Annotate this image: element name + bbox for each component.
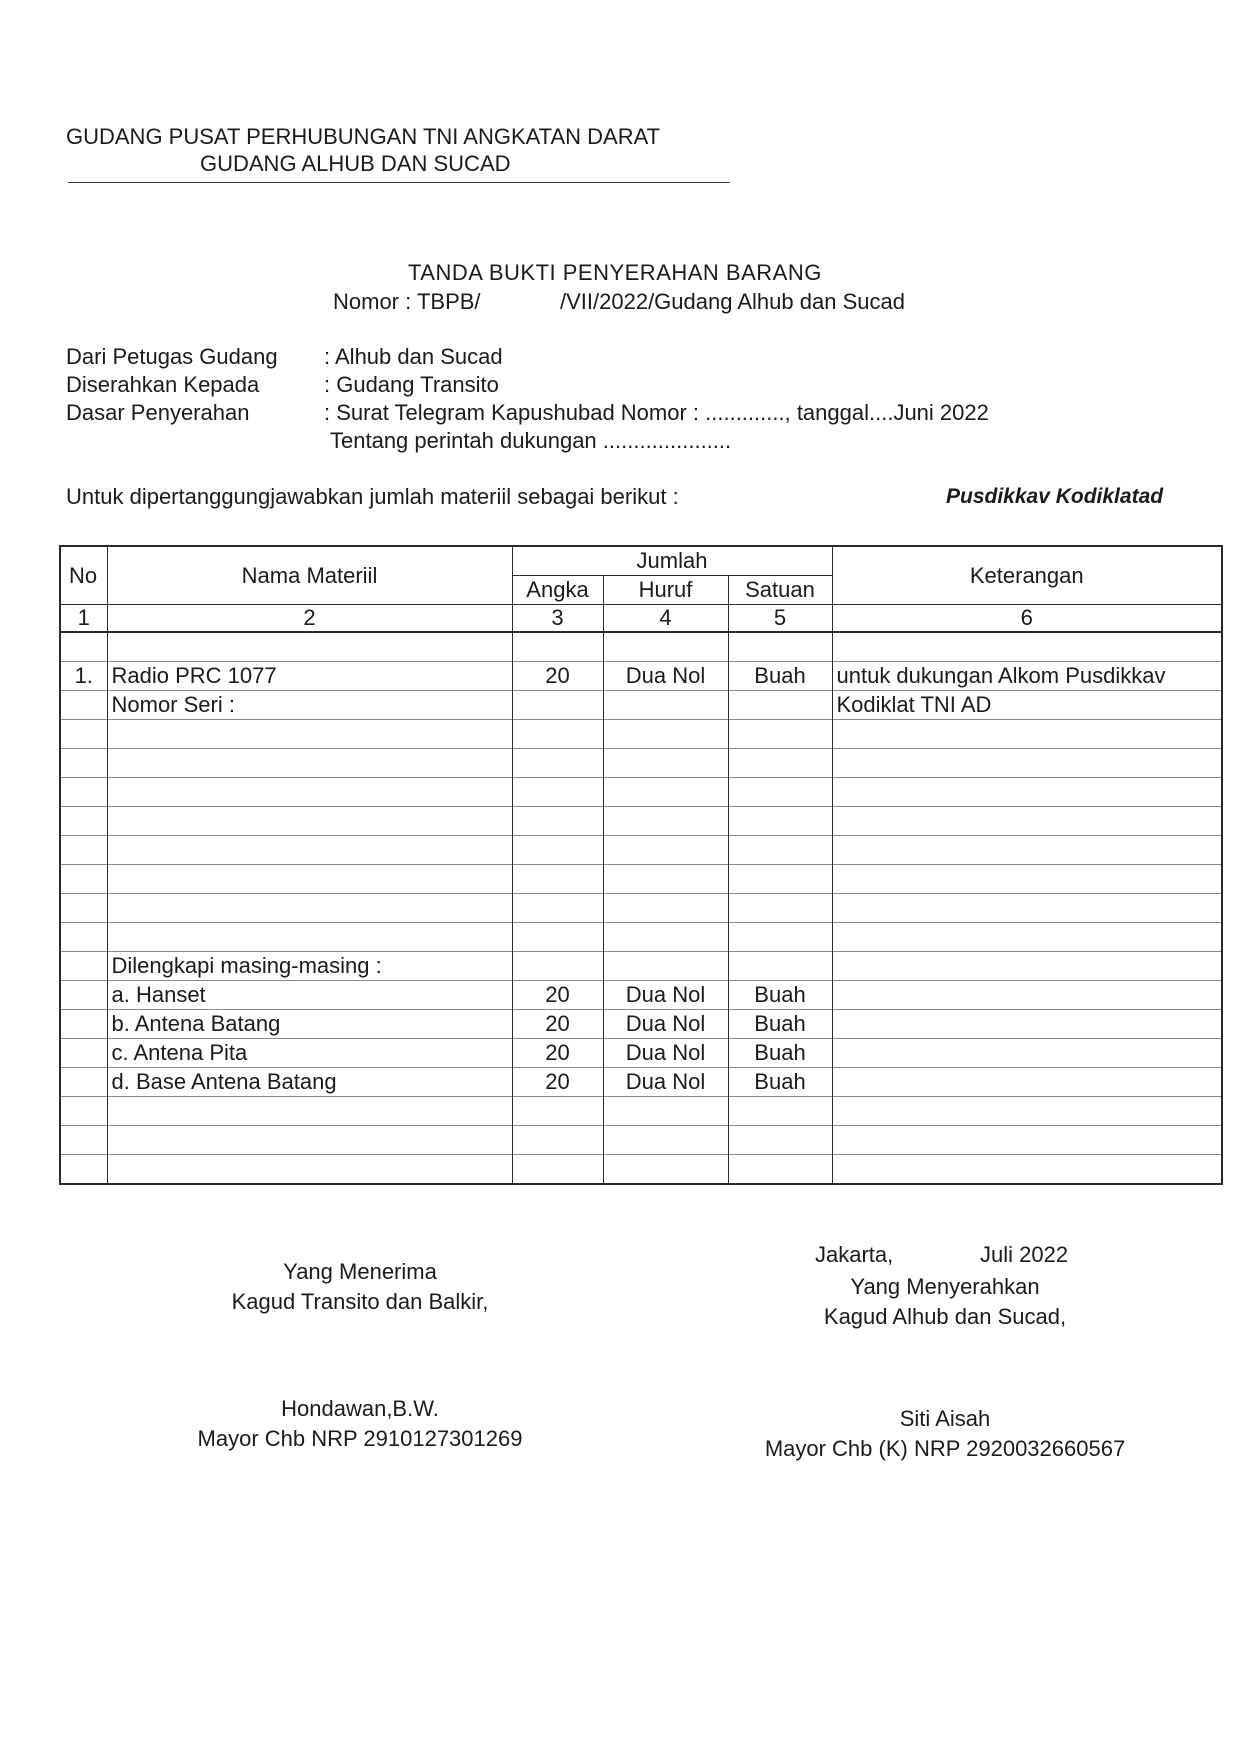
row-item-name <box>107 632 512 662</box>
materials-table <box>59 545 1223 1185</box>
row-item-name: Nomor Seri : <box>107 691 512 720</box>
table-row <box>60 778 1222 807</box>
table-row <box>60 981 1222 1010</box>
basis-label: Dasar Penyerahan <box>66 400 250 425</box>
row-unit <box>728 691 832 720</box>
row-quantity-number: 20 <box>512 1010 603 1039</box>
row-no <box>60 836 107 865</box>
unit-name: GUDANG ALHUB DAN SUCAD <box>200 151 511 176</box>
header-divider <box>68 182 730 183</box>
row-remarks <box>832 894 1222 923</box>
col-number: 3 <box>512 605 603 633</box>
row-quantity-number: 20 <box>512 981 603 1010</box>
header-number: Angka <box>512 576 603 605</box>
row-unit: Buah <box>728 1039 832 1068</box>
row-item-name: Radio PRC 1077 <box>107 662 512 691</box>
row-quantity-words <box>603 1155 728 1185</box>
table-row <box>60 662 1222 691</box>
from-label: Dari Petugas Gudang <box>66 344 278 369</box>
row-remarks <box>832 1039 1222 1068</box>
row-unit <box>728 865 832 894</box>
document-number-suffix: /VII/2022/Gudang Alhub dan Sucad <box>560 289 905 314</box>
row-quantity-words <box>603 923 728 952</box>
row-unit <box>728 632 832 662</box>
header-words: Huruf <box>603 576 728 605</box>
row-no <box>60 923 107 952</box>
row-item-name <box>107 1126 512 1155</box>
row-quantity-words: Dua Nol <box>603 662 728 691</box>
deliverer-rank-nrp: Mayor Chb (K) NRP 2920032660567 <box>764 1436 1126 1461</box>
row-no <box>60 1039 107 1068</box>
table-row <box>60 923 1222 952</box>
row-unit: Buah <box>728 662 832 691</box>
header-no: No <box>60 546 107 605</box>
row-remarks <box>832 865 1222 894</box>
table-row <box>60 865 1222 894</box>
row-unit <box>728 807 832 836</box>
row-item-name <box>107 778 512 807</box>
handed-to-value: : Gudang Transito <box>324 372 499 397</box>
table-row <box>60 1010 1222 1039</box>
row-quantity-words <box>603 865 728 894</box>
row-no <box>60 1097 107 1126</box>
row-remarks <box>832 749 1222 778</box>
row-remarks <box>832 1068 1222 1097</box>
recipient-unit: Pusdikkav Kodiklatad <box>946 485 1164 508</box>
row-quantity-words: Dua Nol <box>603 1039 728 1068</box>
row-unit <box>728 836 832 865</box>
row-unit <box>728 952 832 981</box>
row-no <box>60 1068 107 1097</box>
table-row <box>60 1097 1222 1126</box>
basis-value-subject: Tentang perintah dukungan ..................... <box>330 428 732 453</box>
table-row <box>60 1039 1222 1068</box>
col-number: 1 <box>60 605 107 633</box>
receiver-position: Kagud Transito dan Balkir, <box>231 1289 489 1314</box>
place: Jakarta, <box>815 1242 894 1267</box>
row-item-name: Dilengkapi masing-masing : <box>107 952 512 981</box>
row-item-name: d. Base Antena Batang <box>107 1068 512 1097</box>
row-quantity-words <box>603 807 728 836</box>
row-remarks <box>832 632 1222 662</box>
row-quantity-words <box>603 1097 728 1126</box>
receiver-title: Yang Menerima <box>283 1259 437 1284</box>
row-item-name <box>107 1155 512 1185</box>
row-unit <box>728 720 832 749</box>
row-unit <box>728 1126 832 1155</box>
row-remarks <box>832 1010 1222 1039</box>
row-quantity-words: Dua Nol <box>603 981 728 1010</box>
row-remarks <box>832 952 1222 981</box>
from-value: : Alhub dan Sucad <box>324 344 503 369</box>
row-no <box>60 632 107 662</box>
row-quantity-number: 20 <box>512 662 603 691</box>
row-item-name: b. Antena Batang <box>107 1010 512 1039</box>
row-quantity-number <box>512 865 603 894</box>
row-quantity-words <box>603 720 728 749</box>
row-quantity-words: Dua Nol <box>603 1010 728 1039</box>
table-row <box>60 952 1222 981</box>
receiver-name: Hondawan,B.W. <box>281 1396 439 1421</box>
table-row <box>60 807 1222 836</box>
table-row <box>60 749 1222 778</box>
row-quantity-words <box>603 749 728 778</box>
row-item-name <box>107 807 512 836</box>
row-unit <box>728 894 832 923</box>
row-quantity-number <box>512 778 603 807</box>
row-remarks <box>832 1126 1222 1155</box>
row-remarks <box>832 836 1222 865</box>
row-remarks: untuk dukungan Alkom Pusdikkav <box>832 662 1222 691</box>
row-no <box>60 807 107 836</box>
row-unit <box>728 923 832 952</box>
row-remarks <box>832 1097 1222 1126</box>
institution-name: GUDANG PUSAT PERHUBUNGAN TNI ANGKATAN DARAT <box>66 124 661 149</box>
table-row <box>60 836 1222 865</box>
row-unit <box>728 749 832 778</box>
row-quantity-number: 20 <box>512 1039 603 1068</box>
row-remarks <box>832 981 1222 1010</box>
row-no: 1. <box>60 662 107 691</box>
table-row <box>60 1126 1222 1155</box>
row-quantity-number <box>512 923 603 952</box>
row-no <box>60 691 107 720</box>
deliverer-name: Siti Aisah <box>899 1406 991 1431</box>
deliverer-title: Yang Menyerahkan <box>850 1274 1040 1299</box>
col-number: 6 <box>832 605 1222 633</box>
intro-text: Untuk dipertanggungjawabkan jumlah materiil sebagai berikut : <box>66 484 679 509</box>
basis-value: : Surat Telegram Kapushubad Nomor : ............., tanggal....Juni 2022 <box>324 400 989 425</box>
handed-to-label: Diserahkan Kepada <box>66 372 260 397</box>
row-no <box>60 1010 107 1039</box>
table-row <box>60 632 1222 662</box>
row-quantity-number <box>512 1126 603 1155</box>
row-unit: Buah <box>728 981 832 1010</box>
row-remarks <box>832 778 1222 807</box>
row-quantity-number <box>512 720 603 749</box>
row-quantity-words <box>603 632 728 662</box>
header-remarks: Keterangan <box>832 546 1222 605</box>
row-quantity-number <box>512 749 603 778</box>
date: Juli 2022 <box>980 1242 1069 1267</box>
row-item-name <box>107 865 512 894</box>
row-no <box>60 749 107 778</box>
row-item-name <box>107 894 512 923</box>
header-item-name: Nama Materiil <box>107 546 512 605</box>
row-remarks <box>832 807 1222 836</box>
row-remarks <box>832 1155 1222 1185</box>
table-row <box>60 691 1222 720</box>
row-item-name <box>107 923 512 952</box>
row-quantity-words <box>603 836 728 865</box>
row-no <box>60 1126 107 1155</box>
row-no <box>60 894 107 923</box>
row-remarks: Kodiklat TNI AD <box>832 691 1222 720</box>
header-quantity: Jumlah <box>512 546 832 576</box>
row-remarks <box>832 720 1222 749</box>
row-item-name <box>107 749 512 778</box>
row-quantity-words <box>603 691 728 720</box>
row-item-name <box>107 836 512 865</box>
row-no <box>60 981 107 1010</box>
row-item-name <box>107 720 512 749</box>
row-item-name <box>107 1097 512 1126</box>
row-quantity-number <box>512 1097 603 1126</box>
table-row <box>60 720 1222 749</box>
row-no <box>60 778 107 807</box>
receiver-signature <box>160 1394 560 1454</box>
row-quantity-words <box>603 952 728 981</box>
row-unit <box>728 1155 832 1185</box>
row-no <box>60 1155 107 1185</box>
row-quantity-number <box>512 894 603 923</box>
table-row <box>60 1155 1222 1185</box>
document-title: TANDA BUKTI PENYERAHAN BARANG <box>408 260 822 285</box>
row-no <box>60 865 107 894</box>
row-item-name: c. Antena Pita <box>107 1039 512 1068</box>
row-quantity-number <box>512 836 603 865</box>
col-number: 2 <box>107 605 512 633</box>
row-unit <box>728 1097 832 1126</box>
row-unit: Buah <box>728 1010 832 1039</box>
row-remarks <box>832 923 1222 952</box>
table-row <box>60 894 1222 923</box>
row-quantity-number <box>512 807 603 836</box>
row-item-name: a. Hanset <box>107 981 512 1010</box>
row-no <box>60 720 107 749</box>
receiver-rank-nrp: Mayor Chb NRP 2910127301269 <box>197 1426 523 1451</box>
row-quantity-number <box>512 691 603 720</box>
row-unit: Buah <box>728 1068 832 1097</box>
row-quantity-number <box>512 952 603 981</box>
row-unit <box>728 778 832 807</box>
row-quantity-words <box>603 1126 728 1155</box>
col-number: 5 <box>728 605 832 633</box>
deliverer-signature <box>735 1404 1155 1464</box>
col-number: 4 <box>603 605 728 633</box>
row-quantity-number <box>512 1155 603 1185</box>
row-quantity-number: 20 <box>512 1068 603 1097</box>
header-unit: Satuan <box>728 576 832 605</box>
row-quantity-words <box>603 778 728 807</box>
row-quantity-words: Dua Nol <box>603 1068 728 1097</box>
row-quantity-words <box>603 894 728 923</box>
deliverer-position: Kagud Alhub dan Sucad, <box>823 1304 1067 1329</box>
row-quantity-number <box>512 632 603 662</box>
table-row <box>60 1068 1222 1097</box>
receiver-block <box>180 1257 540 1317</box>
row-no <box>60 952 107 981</box>
deliverer-block <box>765 1272 1125 1332</box>
document-number-label: Nomor : TBPB/ <box>333 289 481 314</box>
